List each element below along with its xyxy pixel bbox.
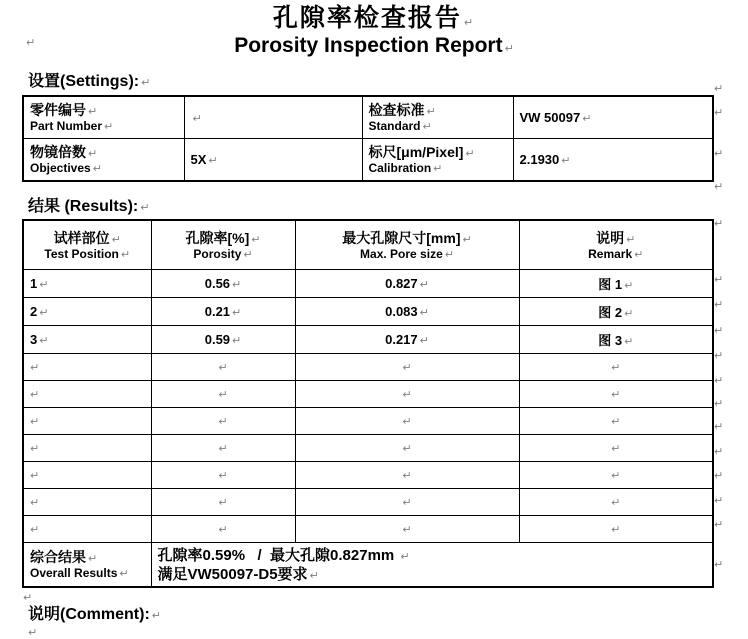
empty-cell [295,516,519,543]
paragraph-mark: ↵ [218,469,228,482]
paragraph-mark: ↵ [714,374,724,387]
paragraph-mark: ↵ [624,306,634,320]
empty-cell [23,354,151,381]
standard-value: VW 50097 [519,109,581,125]
result-2-remark-cell [519,298,713,326]
paragraph-mark: ↵ [232,305,242,319]
header-test-position [23,220,151,270]
part-number-value-cell [184,96,362,139]
empty-cell [519,516,713,543]
header-remark-en: Remark [588,246,633,261]
paragraph-mark: ↵ [582,111,592,125]
paragraph-mark: ↵ [714,298,724,311]
empty-cell [519,381,713,408]
paragraph-mark: ↵ [611,388,621,401]
paragraph-mark: ↵ [26,36,36,49]
paragraph-mark: ↵ [561,153,571,167]
header-test-position-cn: 试样部位 [53,229,110,246]
paragraph-mark: ↵ [28,626,38,639]
paragraph-mark: ↵ [232,333,242,347]
empty-cell [23,516,151,543]
objectives-value-cell [184,139,362,182]
empty-cell [151,435,295,462]
header-test-position-en: Test Position [44,246,119,261]
paragraph-mark: ↵ [218,442,228,455]
paragraph-mark: ↵ [232,277,242,291]
header-max-pore-size-en: Max. Pore size [360,246,443,261]
results-section-heading [28,197,748,217]
calibration-value-cell [513,139,713,182]
paragraph-mark: ↵ [419,305,429,319]
empty-result-row [23,435,713,462]
settings-row-1 [23,96,713,139]
paragraph-mark: ↵ [30,442,40,455]
result-1-porosity: 0.56 [204,275,231,291]
paragraph-mark: ↵ [465,147,475,160]
overall-results-label-cell [23,543,151,588]
result-1-remark-cell [519,270,713,298]
paragraph-mark: ↵ [714,469,724,482]
header-remark-cn: 说明 [596,229,625,246]
empty-cell [519,435,713,462]
empty-cell [295,381,519,408]
paragraph-mark: ↵ [30,415,40,428]
paragraph-mark: ↵ [714,147,724,160]
result-row-1 [23,270,713,298]
result-2-porosity: 0.21 [204,303,231,319]
paragraph-mark: ↵ [624,334,634,348]
result-1-porosity-cell [151,270,295,298]
empty-cell [151,462,295,489]
empty-result-row [23,462,713,489]
paragraph-mark: ↵ [611,442,621,455]
paragraph-mark: ↵ [463,16,476,29]
paragraph-mark: ↵ [402,523,412,536]
empty-cell [295,489,519,516]
part-number-label-cn: 零件编号 [30,102,86,118]
result-1-position-cell [23,270,151,298]
paragraph-mark: ↵ [419,277,429,291]
paragraph-mark: ↵ [714,324,724,337]
paragraph-mark: ↵ [141,76,151,89]
paragraph-mark: ↵ [402,415,412,428]
paragraph-mark: ↵ [30,361,40,374]
paragraph-mark: ↵ [402,496,412,509]
result-2-position-cell [23,298,151,326]
result-3-remark-cell [519,326,713,354]
result-1-pore-size-cell [295,270,519,298]
empty-cell [519,489,713,516]
calibration-value: 2.1930 [519,151,560,167]
empty-cell [151,381,295,408]
results-table [22,219,714,588]
paragraph-mark: ↵ [104,120,114,133]
paragraph-mark: ↵ [419,333,429,347]
paragraph-mark: ↵ [611,361,621,374]
calibration-label-en: Calibration [368,161,432,175]
empty-cell [519,408,713,435]
paragraph-mark: ↵ [714,397,724,410]
result-3-pore-size-cell [295,326,519,354]
overall-results-line1: 孔隙率0.59% / 最大孔隙0.827mm [157,546,399,564]
paragraph-mark: ↵ [400,549,410,563]
paragraph-mark: ↵ [422,120,432,133]
result-2-pore-size-cell [295,298,519,326]
report-title-en-text: Porosity Inspection Report [234,34,503,57]
paragraph-mark: ↵ [88,105,98,118]
empty-result-row [23,516,713,543]
paragraph-mark: ↵ [88,147,98,160]
result-3-remark: 图 3 [598,332,623,348]
result-1-pore-size: 0.827 [385,275,418,291]
paragraph-mark: ↵ [402,388,412,401]
result-3-porosity-cell [151,326,295,354]
paragraph-mark: ↵ [243,247,253,261]
empty-cell [519,462,713,489]
paragraph-mark: ↵ [111,232,121,246]
paragraph-mark: ↵ [714,180,724,193]
overall-results-line2: 满足VW50097-D5要求 [157,565,308,583]
settings-row-2 [23,139,713,182]
paragraph-mark: ↵ [714,518,724,531]
standard-value-cell [513,96,713,139]
paragraph-mark: ↵ [611,496,621,509]
paragraph-mark: ↵ [39,277,49,291]
result-1-position: 1 [30,275,38,291]
paragraph-mark: ↵ [714,82,724,95]
empty-cell [23,462,151,489]
result-2-pore-size: 0.083 [385,303,418,319]
result-2-porosity-cell [151,298,295,326]
empty-result-row [23,408,713,435]
header-porosity-cn: 孔隙率[%] [185,229,250,246]
paragraph-mark: ↵ [151,609,161,622]
objectives-label-cell [23,139,184,182]
paragraph-mark: ↵ [714,273,724,286]
empty-cell [295,408,519,435]
empty-result-row [23,354,713,381]
part-number-label-cell [23,96,184,139]
settings-table [22,95,714,182]
result-1-remark: 图 1 [598,276,623,292]
paragraph-mark: ↵ [218,388,228,401]
paragraph-mark: ↵ [433,162,443,175]
header-porosity-en: Porosity [193,246,242,261]
standard-label-cell [362,96,513,139]
standard-label-cn: 检查标准 [368,102,425,118]
overall-results-row [23,543,713,588]
calibration-label-cn: 标尺[μm/Pixel] [368,144,464,160]
empty-result-row [23,381,713,408]
empty-cell [519,354,713,381]
paragraph-mark: ↵ [39,333,49,347]
paragraph-mark: ↵ [714,558,724,571]
paragraph-mark: ↵ [119,567,129,580]
paragraph-mark: ↵ [624,278,634,292]
paragraph-mark: ↵ [714,349,724,362]
paragraph-mark: ↵ [444,247,454,261]
result-3-position-cell [23,326,151,354]
paragraph-mark: ↵ [714,106,724,119]
paragraph-mark: ↵ [39,305,49,319]
paragraph-mark: ↵ [611,415,621,428]
paragraph-mark: ↵ [218,496,228,509]
result-row-3 [23,326,713,354]
paragraph-mark: ↵ [611,469,621,482]
paragraph-mark: ↵ [218,361,228,374]
result-3-pore-size: 0.217 [385,331,418,347]
overall-results-label-en: Overall Results [30,566,118,580]
empty-cell [151,516,295,543]
paragraph-mark: ↵ [218,415,228,428]
paragraph-mark: ↵ [504,42,514,55]
results-header-row [23,220,713,270]
result-row-2 [23,298,713,326]
objectives-label-cn: 物镜倍数 [30,144,86,160]
paragraph-mark: ↵ [30,496,40,509]
paragraph-mark: ↵ [402,469,412,482]
overall-results-value-cell [151,543,713,588]
empty-cell [23,408,151,435]
objectives-value: 5X [190,151,207,167]
document-page [0,5,748,639]
paragraph-mark: ↵ [30,469,40,482]
empty-cell [295,354,519,381]
header-remark [519,220,713,270]
header-max-pore-size-cn: 最大孔隙尺寸[mm] [342,229,461,246]
paragraph-mark: ↵ [402,361,412,374]
part-number-label-en: Part Number [30,119,103,133]
header-porosity [151,220,295,270]
paragraph-mark: ↵ [626,232,636,246]
paragraph-mark: ↵ [23,591,33,604]
paragraph-mark: ↵ [30,523,40,536]
empty-cell [151,354,295,381]
calibration-label-cell [362,139,513,182]
empty-result-row [23,489,713,516]
result-2-remark: 图 2 [598,304,623,320]
empty-cell [295,435,519,462]
paragraph-mark: ↵ [402,442,412,455]
paragraph-mark: ↵ [120,247,131,261]
paragraph-mark: ↵ [30,388,40,401]
result-3-porosity: 0.59 [204,331,231,347]
settings-section-label: 设置(Settings): [28,73,140,90]
paragraph-mark: ↵ [192,111,202,125]
standard-label-en: Standard [368,119,421,133]
empty-cell [23,381,151,408]
header-max-pore-size [295,220,519,270]
report-title-en [0,33,748,58]
paragraph-mark: ↵ [426,105,436,118]
paragraph-mark: ↵ [714,494,724,507]
paragraph-mark: ↵ [462,232,472,246]
objectives-label-en: Objectives [30,161,91,175]
paragraph-mark: ↵ [88,552,98,565]
paragraph-mark: ↵ [634,247,644,261]
settings-section-heading [28,72,748,95]
empty-cell [151,408,295,435]
empty-cell [23,489,151,516]
empty-cell [295,462,519,489]
paragraph-mark: ↵ [140,201,150,214]
report-title-cn-text: 孔隙率检查报告 [272,5,462,32]
paragraph-mark: ↵ [251,232,261,246]
result-2-position: 2 [30,303,38,319]
paragraph-mark: ↵ [714,217,724,230]
empty-cell [23,435,151,462]
results-section-label: 结果 (Results): [28,198,139,215]
paragraph-mark: ↵ [208,153,218,167]
paragraph-mark: ↵ [714,420,724,433]
paragraph-mark: ↵ [714,445,724,458]
overall-results-label-cn: 综合结果 [30,549,86,565]
paragraph-mark: ↵ [218,523,228,536]
comment-section-heading [28,605,748,625]
comment-section-label: 说明(Comment): [28,606,150,623]
result-3-position: 3 [30,331,38,347]
paragraph-mark: ↵ [309,568,319,582]
paragraph-mark: ↵ [611,523,621,536]
empty-cell [151,489,295,516]
paragraph-mark: ↵ [92,162,102,175]
report-title-cn [0,5,748,33]
